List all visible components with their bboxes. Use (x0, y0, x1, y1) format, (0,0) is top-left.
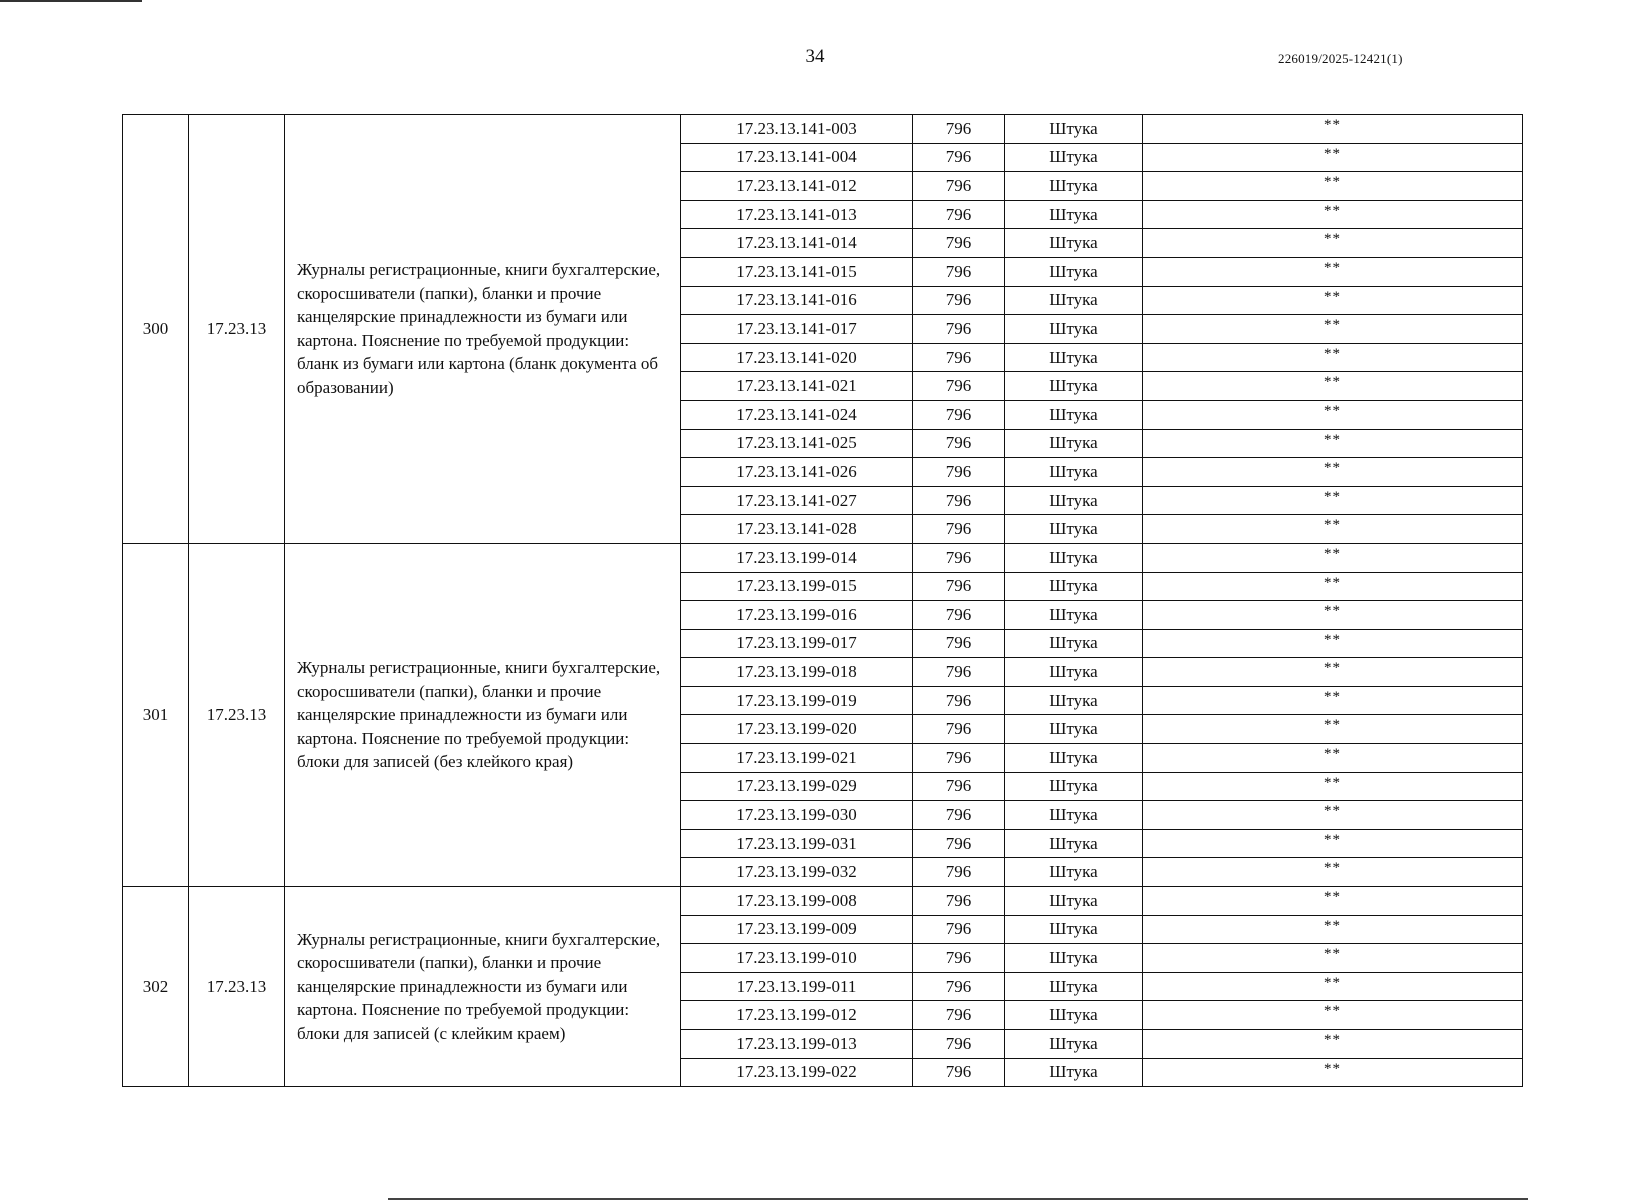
unit-name-cell: Штука (1005, 372, 1143, 401)
ktru-code-cell: 17.23.13.199-018 (681, 658, 913, 687)
note-cell: ** (1143, 972, 1523, 1001)
okei-code-cell: 796 (913, 515, 1005, 544)
unit-name-cell: Штука (1005, 744, 1143, 773)
note-cell: ** (1143, 343, 1523, 372)
note-cell: ** (1143, 887, 1523, 916)
unit-name-cell: Штука (1005, 429, 1143, 458)
ktru-code-cell: 17.23.13.141-013 (681, 200, 913, 229)
note-cell: ** (1143, 115, 1523, 144)
products-table (122, 114, 1523, 1087)
note-cell: ** (1143, 257, 1523, 286)
note-cell: ** (1143, 486, 1523, 515)
ktru-code-cell: 17.23.13.199-011 (681, 972, 913, 1001)
product-description-cell: Журналы регистрационные, книги бухгалтерские, скоросшиватели (папки), бланки и прочие канцелярские принадлежности из бумаги или картона. Пояснение по требуемой продукции: блоки для записей (без клейкого края) (285, 543, 681, 886)
unit-name-cell: Штука (1005, 315, 1143, 344)
note-cell: ** (1143, 944, 1523, 973)
note-cell: ** (1143, 715, 1523, 744)
table-row (123, 543, 1523, 572)
table-row (123, 887, 1523, 916)
note-cell: ** (1143, 286, 1523, 315)
ktru-code-cell: 17.23.13.199-021 (681, 744, 913, 773)
ktru-code-cell: 17.23.13.141-015 (681, 257, 913, 286)
okei-code-cell: 796 (913, 172, 1005, 201)
ktru-code-cell: 17.23.13.141-025 (681, 429, 913, 458)
okei-code-cell: 796 (913, 801, 1005, 830)
okei-code-cell: 796 (913, 1030, 1005, 1059)
ktru-code-cell: 17.23.13.141-027 (681, 486, 913, 515)
ktru-code-cell: 17.23.13.199-013 (681, 1030, 913, 1059)
okei-code-cell: 796 (913, 1001, 1005, 1030)
unit-name-cell: Штука (1005, 658, 1143, 687)
unit-name-cell: Штука (1005, 343, 1143, 372)
ktru-code-cell: 17.23.13.141-014 (681, 229, 913, 258)
ktru-code-cell: 17.23.13.199-012 (681, 1001, 913, 1030)
unit-name-cell: Штука (1005, 515, 1143, 544)
note-cell: ** (1143, 543, 1523, 572)
okei-code-cell: 796 (913, 629, 1005, 658)
note-cell: ** (1143, 400, 1523, 429)
note-cell: ** (1143, 772, 1523, 801)
ktru-code-cell: 17.23.13.199-020 (681, 715, 913, 744)
item-number-cell: 301 (123, 543, 189, 886)
unit-name-cell: Штука (1005, 801, 1143, 830)
note-cell: ** (1143, 801, 1523, 830)
okei-code-cell: 796 (913, 458, 1005, 487)
ktru-code-cell: 17.23.13.199-022 (681, 1058, 913, 1087)
note-cell: ** (1143, 744, 1523, 773)
note-cell: ** (1143, 658, 1523, 687)
okei-code-cell: 796 (913, 772, 1005, 801)
note-cell: ** (1143, 229, 1523, 258)
okei-code-cell: 796 (913, 858, 1005, 887)
unit-name-cell: Штука (1005, 601, 1143, 630)
ktru-code-cell: 17.23.13.141-021 (681, 372, 913, 401)
ktru-code-cell: 17.23.13.199-029 (681, 772, 913, 801)
item-number-cell: 300 (123, 115, 189, 544)
unit-name-cell: Штука (1005, 972, 1143, 1001)
okei-code-cell: 796 (913, 686, 1005, 715)
okpd2-code-cell: 17.23.13 (189, 543, 285, 886)
okei-code-cell: 796 (913, 887, 1005, 916)
ktru-code-cell: 17.23.13.199-009 (681, 915, 913, 944)
ktru-code-cell: 17.23.13.199-019 (681, 686, 913, 715)
unit-name-cell: Штука (1005, 572, 1143, 601)
note-cell: ** (1143, 601, 1523, 630)
unit-name-cell: Штука (1005, 686, 1143, 715)
scan-edge-mark (0, 0, 142, 2)
okei-code-cell: 796 (913, 143, 1005, 172)
unit-name-cell: Штука (1005, 400, 1143, 429)
unit-name-cell: Штука (1005, 915, 1143, 944)
okei-code-cell: 796 (913, 715, 1005, 744)
ktru-code-cell: 17.23.13.199-014 (681, 543, 913, 572)
unit-name-cell: Штука (1005, 257, 1143, 286)
note-cell: ** (1143, 200, 1523, 229)
okei-code-cell: 796 (913, 829, 1005, 858)
note-cell: ** (1143, 315, 1523, 344)
unit-name-cell: Штука (1005, 229, 1143, 258)
unit-name-cell: Штука (1005, 115, 1143, 144)
ktru-code-cell: 17.23.13.199-015 (681, 572, 913, 601)
unit-name-cell: Штука (1005, 1001, 1143, 1030)
unit-name-cell: Штука (1005, 629, 1143, 658)
unit-name-cell: Штука (1005, 200, 1143, 229)
note-cell: ** (1143, 143, 1523, 172)
okei-code-cell: 796 (913, 543, 1005, 572)
okei-code-cell: 796 (913, 257, 1005, 286)
okei-code-cell: 796 (913, 343, 1005, 372)
page-number: 34 (805, 46, 825, 67)
unit-name-cell: Штука (1005, 715, 1143, 744)
okei-code-cell: 796 (913, 286, 1005, 315)
okei-code-cell: 796 (913, 972, 1005, 1001)
document-id: 226019/2025-12421(1) (1278, 51, 1403, 66)
ktru-code-cell: 17.23.13.199-008 (681, 887, 913, 916)
ktru-code-cell: 17.23.13.199-031 (681, 829, 913, 858)
okei-code-cell: 796 (913, 400, 1005, 429)
note-cell: ** (1143, 1030, 1523, 1059)
note-cell: ** (1143, 629, 1523, 658)
okei-code-cell: 796 (913, 429, 1005, 458)
ktru-code-cell: 17.23.13.141-016 (681, 286, 913, 315)
unit-name-cell: Штука (1005, 858, 1143, 887)
unit-name-cell: Штука (1005, 887, 1143, 916)
okei-code-cell: 796 (913, 915, 1005, 944)
ktru-code-cell: 17.23.13.141-024 (681, 400, 913, 429)
unit-name-cell: Штука (1005, 458, 1143, 487)
okei-code-cell: 796 (913, 200, 1005, 229)
note-cell: ** (1143, 858, 1523, 887)
product-description-cell: Журналы регистрационные, книги бухгалтерские, скоросшиватели (папки), бланки и прочие канцелярские принадлежности из бумаги или картона. Пояснение по требуемой продукции: бланк из бумаги или картона (бланк документа об образовании) (285, 115, 681, 544)
unit-name-cell: Штука (1005, 1058, 1143, 1087)
table-row (123, 115, 1523, 144)
note-cell: ** (1143, 429, 1523, 458)
note-cell: ** (1143, 458, 1523, 487)
table-body (123, 115, 1523, 1087)
note-cell: ** (1143, 372, 1523, 401)
okpd2-code-cell: 17.23.13 (189, 887, 285, 1087)
ktru-code-cell: 17.23.13.199-010 (681, 944, 913, 973)
unit-name-cell: Штука (1005, 543, 1143, 572)
unit-name-cell: Штука (1005, 772, 1143, 801)
note-cell: ** (1143, 172, 1523, 201)
note-cell: ** (1143, 686, 1523, 715)
ktru-code-cell: 17.23.13.199-032 (681, 858, 913, 887)
okei-code-cell: 796 (913, 944, 1005, 973)
note-cell: ** (1143, 572, 1523, 601)
unit-name-cell: Штука (1005, 944, 1143, 973)
okei-code-cell: 796 (913, 315, 1005, 344)
okei-code-cell: 796 (913, 229, 1005, 258)
ktru-code-cell: 17.23.13.141-020 (681, 343, 913, 372)
okei-code-cell: 796 (913, 115, 1005, 144)
ktru-code-cell: 17.23.13.141-026 (681, 458, 913, 487)
unit-name-cell: Штука (1005, 143, 1143, 172)
ktru-code-cell: 17.23.13.141-004 (681, 143, 913, 172)
item-number-cell: 302 (123, 887, 189, 1087)
note-cell: ** (1143, 1001, 1523, 1030)
unit-name-cell: Штука (1005, 829, 1143, 858)
okpd2-code-cell: 17.23.13 (189, 115, 285, 544)
note-cell: ** (1143, 829, 1523, 858)
ktru-code-cell: 17.23.13.141-003 (681, 115, 913, 144)
product-description-cell: Журналы регистрационные, книги бухгалтерские, скоросшиватели (папки), бланки и прочие канцелярские принадлежности из бумаги или картона. Пояснение по требуемой продукции: блоки для записей (с клейким краем) (285, 887, 681, 1087)
okei-code-cell: 796 (913, 744, 1005, 773)
ktru-code-cell: 17.23.13.199-016 (681, 601, 913, 630)
okei-code-cell: 796 (913, 1058, 1005, 1087)
note-cell: ** (1143, 515, 1523, 544)
note-cell: ** (1143, 915, 1523, 944)
ktru-code-cell: 17.23.13.199-017 (681, 629, 913, 658)
okei-code-cell: 796 (913, 572, 1005, 601)
unit-name-cell: Штука (1005, 1030, 1143, 1059)
okei-code-cell: 796 (913, 658, 1005, 687)
unit-name-cell: Штука (1005, 486, 1143, 515)
ktru-code-cell: 17.23.13.141-017 (681, 315, 913, 344)
ktru-code-cell: 17.23.13.141-028 (681, 515, 913, 544)
okei-code-cell: 796 (913, 601, 1005, 630)
okei-code-cell: 796 (913, 486, 1005, 515)
unit-name-cell: Штука (1005, 286, 1143, 315)
ktru-code-cell: 17.23.13.199-030 (681, 801, 913, 830)
unit-name-cell: Штука (1005, 172, 1143, 201)
ktru-code-cell: 17.23.13.141-012 (681, 172, 913, 201)
note-cell: ** (1143, 1058, 1523, 1087)
okei-code-cell: 796 (913, 372, 1005, 401)
